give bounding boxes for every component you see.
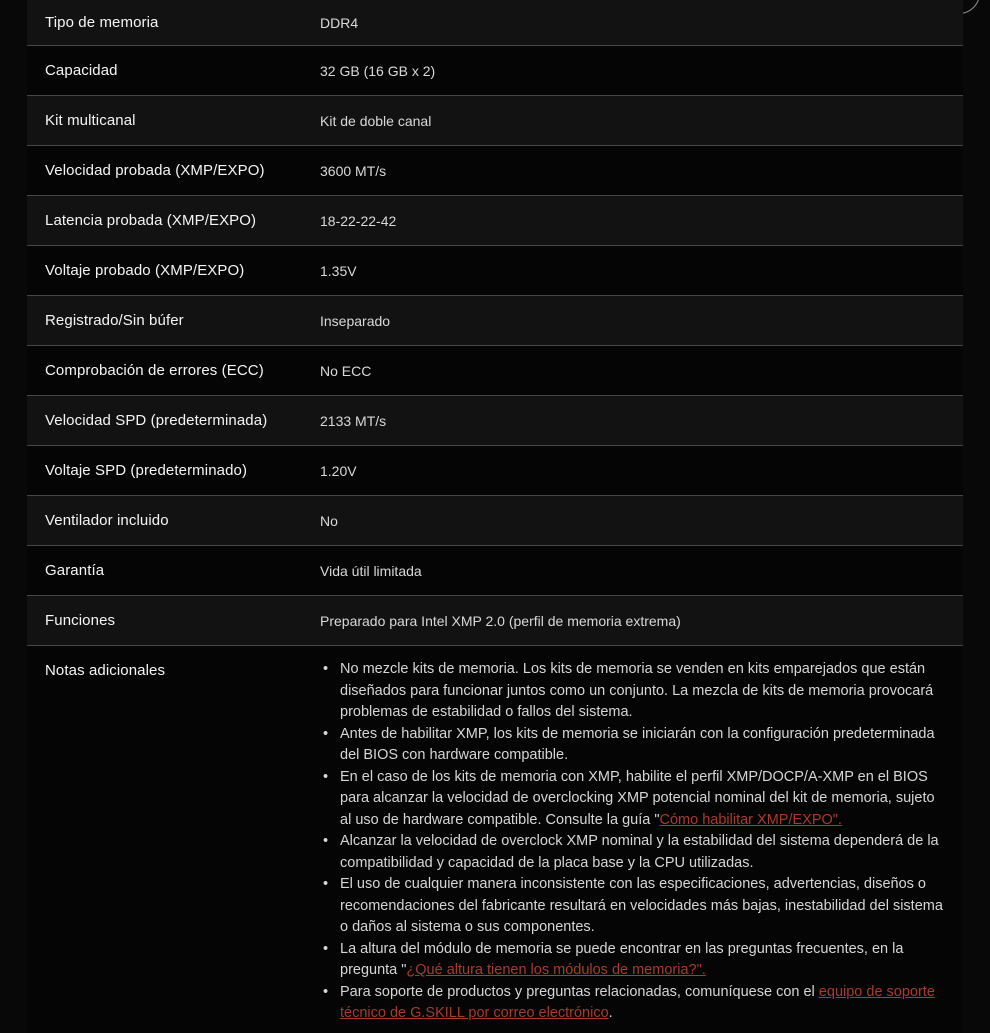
spec-value: No ECC	[320, 362, 372, 379]
spec-label: Registrado/Sin búfer	[45, 312, 184, 329]
spec-row	[27, 195, 963, 245]
spec-row-additional-notes	[27, 645, 963, 1033]
spec-label: Latencia probada (XMP/EXPO)	[45, 212, 257, 229]
spec-value: Inseparado	[320, 312, 391, 329]
note-text: No mezcle kits de memoria. Los kits de memoria se venden en kits emparejados que están diseñados para funcionar juntos como un conjunto. La mezcla de kits de memoria provocará problemas de estabilidad o fallos del sistema.	[340, 661, 934, 720]
note-item	[320, 982, 949, 1025]
spec-label: Velocidad SPD (predeterminada)	[45, 412, 268, 429]
spec-value: Kit de doble canal	[320, 112, 432, 129]
spec-value: Preparado para Intel XMP 2.0 (perfil de memoria extrema)	[320, 612, 681, 629]
spec-row	[27, 45, 963, 95]
spec-value: 18-22-22-42	[320, 212, 397, 229]
spec-label: Voltaje probado (XMP/EXPO)	[45, 262, 245, 279]
spec-row	[27, 345, 963, 395]
note-item	[320, 831, 949, 874]
spec-value: 3600 MT/s	[320, 162, 387, 179]
spec-label: Ventilador incluido	[45, 512, 169, 529]
spec-label: Voltaje SPD (predeterminado)	[45, 462, 248, 479]
spec-row	[27, 295, 963, 345]
spec-label: Kit multicanal	[45, 112, 136, 129]
spec-value: No	[320, 512, 338, 529]
note-link[interactable]: ¿Qué altura tienen los módulos de memoria?".	[406, 962, 706, 978]
spec-row	[27, 0, 963, 45]
spec-label: Funciones	[45, 612, 116, 629]
spec-value: 32 GB (16 GB x 2)	[320, 62, 436, 79]
spec-row	[27, 495, 963, 545]
note-text: Alcanzar la velocidad de overclock XMP nominal y la estabilidad del sistema dependerá de la compatibilidad y capacidad de la placa base y la CPU utilizadas.	[340, 833, 939, 871]
note-item	[320, 874, 949, 939]
note-item	[320, 659, 949, 724]
note-text: .	[608, 1005, 613, 1021]
spec-value: 1.20V	[320, 462, 357, 479]
spec-row	[27, 245, 963, 295]
spec-value: 2133 MT/s	[320, 412, 387, 429]
note-text: El uso de cualquier manera inconsistente con las especificaciones, advertencias, diseños o recomendaciones del fabricante resultará en velocidades más bajas, inestabilidad del sistema o daños al sistema o sus componentes.	[340, 876, 943, 935]
note-item	[320, 767, 949, 832]
note-text: La altura del módulo de memoria se puede encontrar en las preguntas frecuentes, en la pregunta "	[340, 940, 904, 978]
spec-label: Comprobación de errores (ECC)	[45, 362, 264, 379]
note-item	[320, 724, 949, 767]
spec-value: DDR4	[320, 14, 359, 31]
spec-label: Garantía	[45, 562, 105, 579]
spec-row	[27, 95, 963, 145]
spec-label: Capacidad	[45, 62, 118, 79]
spec-label: Notas adicionales	[45, 662, 166, 679]
spec-row	[27, 445, 963, 495]
note-item	[320, 939, 949, 982]
note-text: Para soporte de productos y preguntas relacionadas, comuníquese con el	[340, 983, 819, 1000]
spec-row	[27, 595, 963, 645]
memory-spec-table	[27, 0, 963, 1033]
spec-row	[27, 395, 963, 445]
spec-label: Tipo de memoria	[45, 14, 159, 31]
spec-row	[27, 145, 963, 195]
spec-value: 1.35V	[320, 262, 357, 279]
spec-row	[27, 545, 963, 595]
note-link[interactable]: equipo de soporte técnico de G.SKILL por correo electrónico	[340, 983, 935, 1021]
note-text: Antes de habilitar XMP, los kits de memoria se iniciarán con la configuración predeterminada del BIOS con hardware compatible.	[340, 725, 935, 763]
additional-notes-list	[320, 646, 963, 1033]
note-link[interactable]: Cómo habilitar XMP/EXPO".	[659, 811, 842, 828]
spec-value: Vida útil limitada	[320, 562, 422, 579]
note-text: En el caso de los kits de memoria con XMP, habilite el perfil XMP/DOCP/A-XMP en el BIOS para alcanzar la velocidad de overclocking XMP potencial nominal del kit de memoria, sujeto al uso de hardware compatible. Consulte la guía "	[340, 768, 935, 828]
spec-label: Velocidad probada (XMP/EXPO)	[45, 162, 265, 179]
